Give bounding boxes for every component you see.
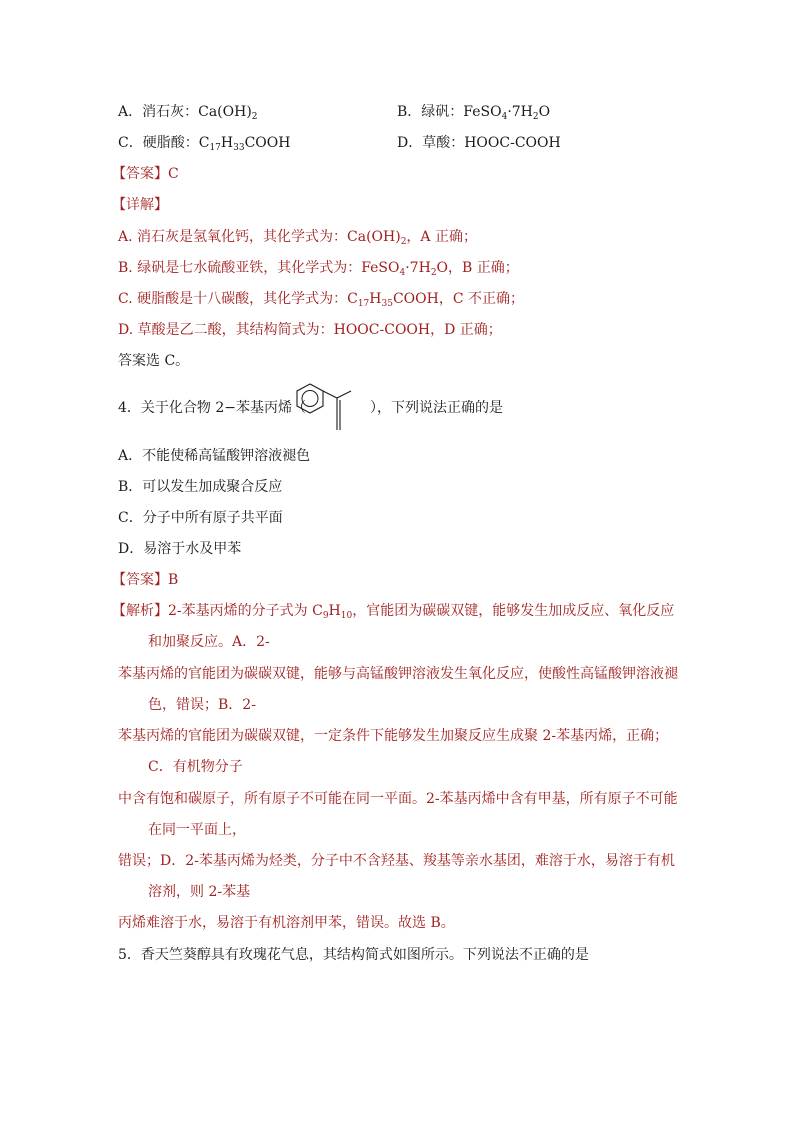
q4-analysis-line-3: 苯基丙烯的官能团为碳碳双键，能够与高锰酸钾溶液发生氧化反应，使酸性高锰酸钾溶液褪 [118, 666, 678, 682]
q4-analysis-line-2: 和加聚反应。A．2- [148, 634, 270, 650]
phenylpropene-structure-icon [296, 380, 364, 438]
q4-stem-end: ），下列说法正确的是 [370, 400, 503, 416]
q3-detail-b: B. 绿矾是七水硫酸亚铁，其化学式为：$FeSO_4\cdot 7H_2O$，B 正确； [118, 260, 519, 278]
q4-analysis-line-11: 丙烯难溶于水，易溶于有机溶剂甲苯，错误。故选 B。 [118, 915, 455, 931]
q3-detail-label: 【详解】 [112, 197, 168, 213]
q4-analysis-line-5: 苯基丙烯的官能团为碳碳双键，一定条件下能够发生加聚反应生成聚 2-苯基丙烯，正确； [118, 728, 669, 744]
q5-stem: 5．香天竺葵醇具有玫瑰花气息，其结构简式如图所示。下列说法不正确的是 [118, 947, 589, 963]
q4-stem-start: 4．关于化合物 2−苯基丙烯（ [118, 400, 306, 416]
q4-analysis-line-8: 在同一平面上， [148, 822, 246, 838]
q4-option-b: B．可以发生加成聚合反应 [118, 479, 283, 495]
q4-option-d: D．易溶于水及甲苯 [118, 541, 242, 557]
q3-option-a: A．消石灰：$Ca(OH)_2$ [118, 104, 258, 122]
q3-detail-c: C. 硬脂酸是十八碳酸，其化学式为：$C_{17}H_{35}COOH$，C 不正确； [118, 291, 524, 309]
q3-option-d: D．草酸：HOOC-COOH [397, 135, 561, 151]
q4-option-a: A．不能使稀高锰酸钾溶液褪色 [118, 448, 311, 464]
q3-answer: 【答案】C [112, 166, 179, 182]
q3-detail-d: D. 草酸是乙二酸，其结构简式为：HOOC-COOH，D 正确； [118, 322, 502, 338]
q4-analysis-line-9: 错误；D．2-苯基丙烯为烃类，分子中不含羟基、羧基等亲水基团，难溶于水，易溶于有机 [118, 853, 675, 869]
q4-analysis-line-10: 溶剂，则 2-苯基 [148, 884, 251, 900]
q3-detail-a: A. 消石灰是氢氧化钙，其化学式为：$Ca(OH)_2$，A 正确； [118, 229, 477, 247]
q3-option-b: B．绿矾：$FeSO_4\cdot 7H_2O$ [397, 104, 551, 122]
q4-analysis-line-4: 色，错误；B．2- [148, 697, 256, 713]
q3-option-c: C．硬脂酸：$C_{17}H_{33}COOH$ [118, 135, 291, 153]
q4-analysis-line-6: C．有机物分子 [148, 759, 243, 775]
q4-analysis-line-1: 【解析】2-苯基丙烯的分子式为 $C_9H_{10}$，官能团为碳碳双键，能够发生加成反应、氧化反应 [112, 603, 675, 621]
q3-conclusion: 答案选 C。 [118, 353, 190, 369]
q4-answer: 【答案】B [112, 572, 179, 588]
q4-option-c: C．分子中所有原子共平面 [118, 510, 283, 526]
q4-analysis-line-7: 中含有饱和碳原子，所有原子不可能在同一平面。2-苯基丙烯中含有甲基，所有原子不可能 [118, 791, 678, 807]
